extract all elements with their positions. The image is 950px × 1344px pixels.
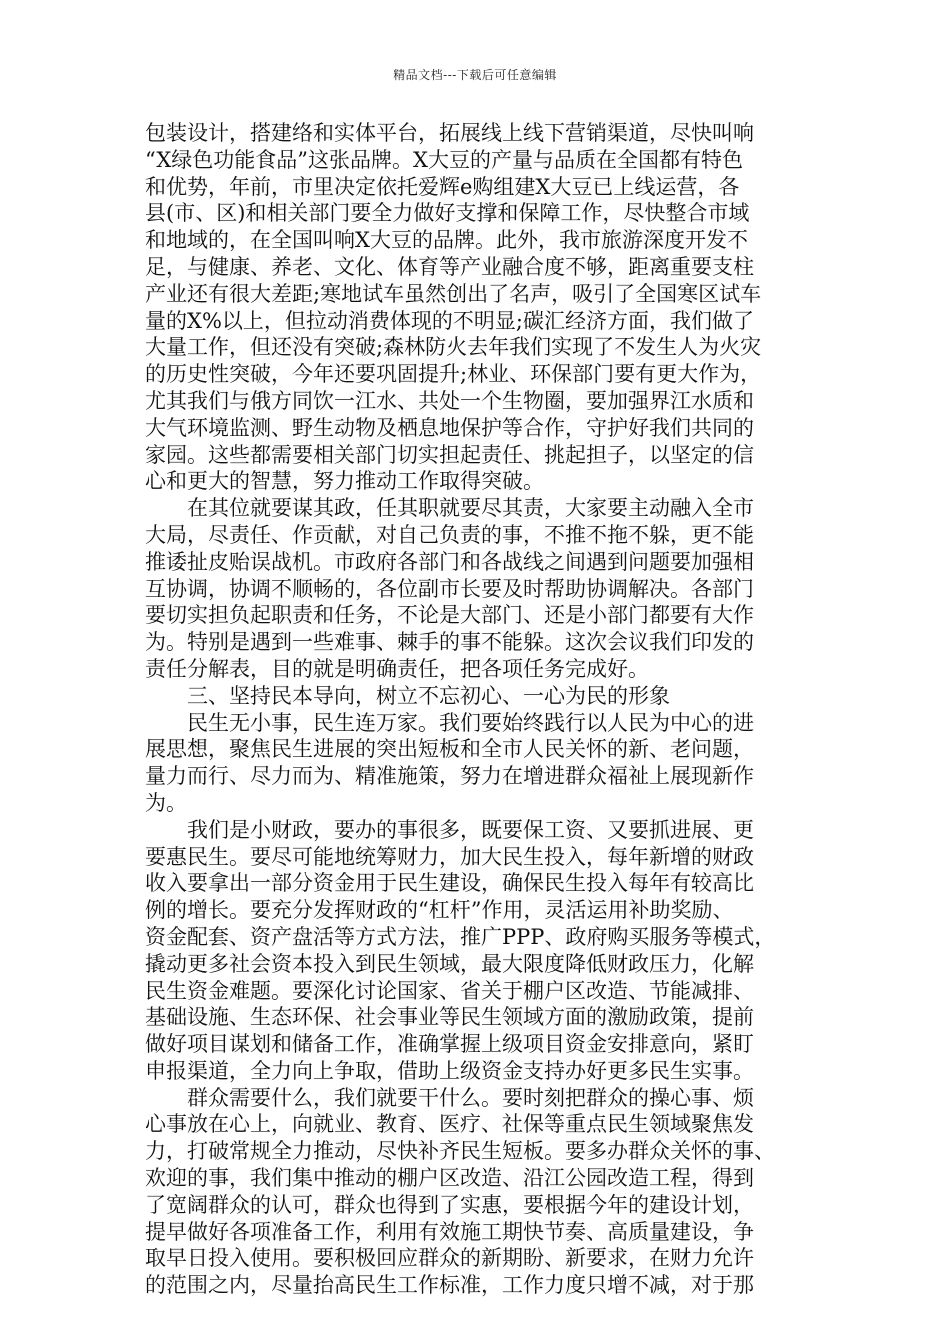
text-line: 在其位就要谋其政，任其职就要尽其责，大家要主动融入全市 bbox=[145, 496, 754, 521]
text-line: 尤其我们与俄方同饮一江水、共处一个生物圈，要加强界江水质和 bbox=[145, 388, 754, 413]
text-line: 取早日投入使用。要积极回应群众的新期盼、新要求，在财力允许 bbox=[145, 1246, 754, 1271]
text-line: 和地域的，在全国叫响X大豆的品牌。此外，我市旅游深度开发不 bbox=[145, 228, 748, 253]
text-line: 为。 bbox=[145, 790, 187, 815]
text-line: 民生资金难题。要深化讨论国家、省关于棚户区改造、节能减排、 bbox=[145, 978, 754, 1003]
text-line: 产业还有很大差距;寒地试车虽然创出了名声，吸引了全国寒区试车 bbox=[145, 281, 762, 306]
text-line: 互协调，协调不顺畅的，各位副市长要及时帮助协调解决。各部门 bbox=[145, 576, 754, 601]
text-line: 的历史性突破，今年还要巩固提升;林业、环保部门要有更大作为， bbox=[145, 362, 762, 387]
text-line: 大气环境监测、野生动物及栖息地保护等合作，守护好我们共同的 bbox=[145, 415, 754, 440]
text-line: 三、坚持民本导向，树立不忘初心、一心为民的形象 bbox=[145, 683, 670, 708]
text-line: 大局，尽责任、作贡献，对自己负责的事，不推不拖不躲，更不能 bbox=[145, 522, 754, 547]
text-line: 民生无小事，民生连万家。我们要始终践行以人民为中心的进 bbox=[145, 710, 754, 735]
text-line: 了宽阔群众的认可，群众也得到了实惠，要根据今年的建设计划， bbox=[145, 1192, 754, 1217]
text-line: 群众需要什么，我们就要干什么。要时刻把群众的操心事、烦 bbox=[145, 1085, 754, 1110]
text-line: 量的X%以上，但拉动消费体现的不明显;碳汇经济方面，我们做了 bbox=[145, 308, 754, 333]
text-line: 撬动更多社会资本投入到民生领域，最大限度降低财政压力，化解 bbox=[145, 951, 754, 976]
text-line: 提早做好各项准备工作，利用有效施工期快节奏、高质量建设，争 bbox=[145, 1219, 754, 1244]
text-line: 收入要拿出一部分资金用于民生建设，确保民生投入每年有较高比 bbox=[145, 871, 754, 896]
text-line: 申报渠道，全力向上争取，借助上级资金支持办好更多民生实事。 bbox=[145, 1058, 754, 1083]
text-line: 做好项目谋划和储备工作，准确掌握上级项目资金安排意向，紧盯 bbox=[145, 1032, 754, 1057]
text-line: 家园。这些都需要相关部门切实担起责任、挑起担子，以坚定的信 bbox=[145, 442, 754, 467]
text-line: 力，打破常规全力推动，尽快补齐民生短板。要多办群众关怀的事、 bbox=[145, 1139, 775, 1164]
text-line: 基础设施、生态环保、社会事业等民生领域方面的激励政策，提前 bbox=[145, 1005, 754, 1030]
text-line: 的范围之内，尽量抬高民生工作标准，工作力度只增不减，对于那 bbox=[145, 1273, 754, 1298]
text-line: 要惠民生。要尽可能地统筹财力，加大民生投入，每年新增的财政 bbox=[145, 844, 754, 869]
text-line: 我们是小财政，要办的事很多，既要保工资、又要抓进展、更 bbox=[145, 817, 754, 842]
text-line: 足，与健康、养老、文化、体育等产业融合度不够，距离重要支柱 bbox=[145, 254, 754, 279]
text-line: 例的增长。要充分发挥财政的“杠杆”作用，灵活运用补助奖励、 bbox=[145, 898, 734, 923]
text-line: 资金配套、资产盘活等方式方法，推广PPP、政府购买服务等模式， bbox=[145, 924, 776, 949]
text-line: 大量工作，但还没有突破;森林防火去年我们实现了不发生人为火灾 bbox=[145, 335, 762, 360]
page-header: 精品文档---下载后可任意编辑 bbox=[393, 68, 557, 82]
text-line: 和优势，年前，市里决定依托爱辉e购组建X大豆已上线运营，各 bbox=[145, 174, 740, 199]
text-line: 县(市、区)和相关部门要全力做好支撑和保障工作，尽快整合市域 bbox=[145, 201, 750, 226]
text-line: 欢迎的事，我们集中推动的棚户区改造、沿江公园改造工程，得到 bbox=[145, 1166, 754, 1191]
document-body bbox=[145, 120, 809, 1299]
text-line: 包装设计，搭建络和实体平台，拓展线上线下营销渠道，尽快叫响 bbox=[145, 121, 754, 145]
text-line: 责任分解表，目的就是明确责任，把各项任务完成好。 bbox=[145, 656, 649, 681]
text-line: 为。特别是遇到一些难事、棘手的事不能躲。这次会议我们印发的 bbox=[145, 630, 754, 655]
text-line: “X绿色功能食品”这张品牌。X大豆的产量与品质在全国都有特色 bbox=[145, 147, 743, 172]
text-line: 心事放在心上，向就业、教育、医疗、社保等重点民生领域聚焦发 bbox=[145, 1112, 754, 1137]
text-line: 量力而行、尽力而为、精准施策，努力在增进群众福祉上展现新作 bbox=[145, 764, 754, 789]
text-line: 展思想，聚焦民生进展的突出短板和全市人民关怀的新、老问题， bbox=[145, 737, 754, 762]
text-line: 推诿扯皮贻误战机。市政府各部门和各战线之间遇到问题要加强相 bbox=[145, 549, 754, 574]
text-line: 要切实担负起职责和任务，不论是大部门、还是小部门都要有大作 bbox=[145, 603, 754, 628]
text-line: 心和更大的智慧，努力推动工作取得突破。 bbox=[145, 469, 544, 494]
